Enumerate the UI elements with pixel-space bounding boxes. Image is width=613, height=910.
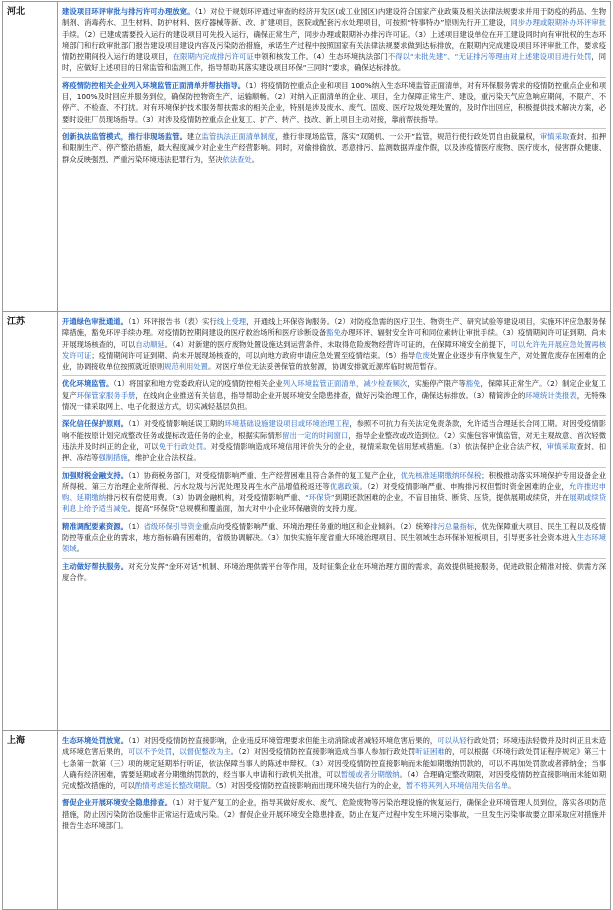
highlight-text: 审慎采取 bbox=[546, 441, 577, 451]
highlight-text: 免于行政处罚 bbox=[158, 441, 204, 451]
body-text: ，推行非现场监管，落实“双随机、一公开”监管，规范行使行政处罚自由裁量权， bbox=[275, 131, 540, 141]
highlight-text: 可以允许先开展应急处置再核发许可证 bbox=[62, 339, 607, 360]
policy-table bbox=[2, 1, 611, 910]
measures-cell bbox=[58, 312, 611, 731]
highlight-text: 环保管家服务手册 bbox=[76, 390, 136, 400]
body-text: 。对医疗单位无法妥善保管的放射源，协调安排就近源库临时规范暂存。 bbox=[207, 362, 442, 372]
body-text: （1）对受疫情影响延误工期的 bbox=[128, 419, 225, 429]
body-text: 。（4）合理确定整改期限，对因受疫情防控直接影响而未能如期完成整改措施的，可以 bbox=[62, 769, 606, 791]
measure-paragraph bbox=[62, 468, 606, 519]
measure-paragraph bbox=[62, 129, 606, 168]
measure-paragraph bbox=[62, 559, 606, 587]
highlight-text: 自动顺延 bbox=[135, 339, 165, 349]
highlight-text: 允许推迟申购、延期缴纳 bbox=[62, 481, 607, 503]
highlight-text: 在限期内完成排污许可证 bbox=[172, 52, 254, 62]
body-text: 。 bbox=[508, 781, 516, 791]
highlight-text: 可以不予处罚 bbox=[128, 747, 173, 757]
highlight-text: 环境基础设施建设项目或环境治理工程 bbox=[224, 419, 350, 429]
body-text: 排污权有偿使用费。（3）协调金融机构，对受疫情影响严重、 bbox=[106, 493, 306, 503]
body-text: 。（2）对受疫情影响严重、申购排污权但暂时资金困难的企业， bbox=[359, 481, 569, 491]
highlight-text: 生态环境领域 bbox=[62, 533, 606, 554]
highlight-text: 省级环保引导资金 bbox=[143, 521, 203, 531]
body-text: ，在线向企业推送有关信息，指导帮助企业开展环境安全隐患排查，做好污染治理工作，确保达标排放。（3）精简涉企的 bbox=[135, 390, 526, 400]
body-text: ，维护企业合法权益。 bbox=[127, 453, 201, 463]
measures-cell bbox=[58, 731, 611, 910]
body-text: 。对受疫情影响造成环境信用评价失分的企业，视情采取免信用惩戒措施。（3）依法保护企业合法产权， bbox=[203, 441, 547, 451]
measure-paragraph bbox=[62, 4, 606, 78]
measure-heading: 优化环境监管。 bbox=[62, 379, 114, 389]
region-cell: 河北 bbox=[3, 2, 58, 312]
body-text: 查封、扣押、冻结等 bbox=[62, 441, 607, 463]
highlight-text: “环保贷” bbox=[305, 493, 335, 503]
body-text: （1）对因受疫情防控直接影响，企业违反环境管理要求但能主动消除或者减轻环境危害后果的， bbox=[128, 736, 438, 745]
body-text: 处置企业逐步有序恢复生产，对处置危废存在困难的企业，协调接收单位按照就近原则 bbox=[62, 350, 607, 372]
body-text: 。提高“环保贷”总规模和覆盖面，加大对中小企业环保融资的支持力度。 bbox=[127, 504, 362, 514]
measure-paragraph bbox=[62, 376, 606, 416]
body-text: 对充分发挥“金环对话”机制、环境治理供需平台等作用，及时征集企业在环境治理方面的需求，高效提供链接服务，促进政银企精准对接、供需方深度合作。 bbox=[62, 561, 607, 582]
body-text: 。（5）对因受疫情防控直接影响而出现环境失信行为的企业， bbox=[207, 781, 406, 791]
measure-heading: 主动做好帮扶服务。 bbox=[62, 561, 129, 571]
body-text: （1）对于复产复工的企业，指导其做好废水、废气、危险废物等污染治理设施的恢复运行，确保企业环境管理人员到位，落实各项防范措施，防止因污染防治设施非正常运行造成污染。（2）督促企业开展环境安全隐患排查，防止在复产过程中发生环境污染事故，一旦发生污染事故要立即采取应对措施并报告生态环境部门。 bbox=[62, 798, 606, 831]
body-text: ，无特殊情况一律采取网上、电子化报送方式，切实减轻基层负担。 bbox=[62, 390, 607, 412]
highlight-text: 规范利用处置 bbox=[164, 362, 208, 372]
highlight-text: 听证困难 bbox=[415, 747, 445, 757]
body-text: 重点向受疫情影响严重、环境治理任务重的地区和企业倾斜。（2）统筹 bbox=[202, 521, 431, 531]
region-cell: 上海 bbox=[3, 731, 58, 910]
body-text: ，开通线上环保咨询服务。（2）对防疫急需的医疗卫生、物资生产、研究试验等建设项目，实施环评应急服务保障措施，豁免环评手续办理。对疫情防控期间建设的医疗救治场所和医疗诊断设备 bbox=[62, 317, 606, 338]
body-text: ，优先保障重大项目、民生工程以及疫情防控等重点企业的需求，地方指标确有困难的，省级协调解决。（3）加快实施年度省重大环境治理项目、民生领域生态环保补短板项目，引导更多社会资本进入 bbox=[62, 521, 607, 543]
body-text: （1）将国家和地方党委政府认定的疫情防控相关企业 bbox=[113, 379, 283, 389]
body-text: ；疫情期间许可证到期、尚未开展现场核查的，可以向地方政府申请应急处置至疫情结束。（5）指导 bbox=[91, 350, 416, 360]
measure-heading: 开通绿色审批通道。 bbox=[62, 317, 128, 326]
highlight-text: 环境统计类报表 bbox=[525, 390, 577, 400]
highlight-text: 酌情考虑延长整改期限 bbox=[134, 781, 208, 791]
measure-paragraph bbox=[62, 416, 606, 467]
measure-paragraph bbox=[62, 519, 606, 559]
highlight-text: 依法查处 bbox=[222, 154, 252, 164]
body-text: （1）对位于规划环评通过审查的经济开发区(或工业园区)内建设符合国家产业政策及相关法律法规要求并用于防疫的药品、生物制剂、消毒药水、卫生材料、防护材料、医疗器械等新、改、扩建项目，医院或配套污水处理项目，可按照“特事特办”原则先行开工建设， bbox=[62, 7, 607, 28]
body-text: ，参照不可抗力有关法定免责条款，允许适当合理延长合同工期。对因受疫情影响不能按原计划完成整改任务或提标改造任务的企业，根据实际情形 bbox=[62, 419, 607, 440]
measure-heading: 督促企业开展环境安全隐患排查。 bbox=[62, 798, 173, 808]
body-text: 。 bbox=[251, 154, 260, 164]
highlight-text: 危废 bbox=[415, 350, 430, 360]
body-text: （1）环评报告书（表）实行 bbox=[127, 317, 217, 326]
body-text: 。 bbox=[76, 544, 84, 554]
highlight-text: 优惠政策 bbox=[329, 481, 360, 491]
body-text: ，实施停产限产等 bbox=[407, 379, 466, 389]
measure-heading: 深化信任保护原则。 bbox=[62, 419, 129, 429]
measure-heading: 精准调配要素资源。 bbox=[62, 521, 128, 531]
body-text: ，保障其正常生产。（2）制定企业复工复产 bbox=[62, 379, 607, 400]
measure-heading: 生态环境处罚放宽。 bbox=[62, 736, 129, 745]
highlight-text: 暂不将其列入环境信用失信名单 bbox=[405, 781, 509, 791]
highlight-text: 暂缓或者分期缴纳 bbox=[340, 769, 400, 779]
measure-paragraph bbox=[62, 78, 606, 129]
measure-heading: 加强财税金融支持。 bbox=[62, 470, 129, 480]
highlight-text: 豁免 bbox=[326, 328, 341, 338]
table-row bbox=[3, 312, 611, 731]
body-text: 行政处罚；环境违法轻微并及时纠正且未造成环境危害后果的， bbox=[62, 736, 607, 757]
highlight-text: 优先核准延期缴纳环保税 bbox=[400, 470, 482, 480]
highlight-text: 线上受理 bbox=[216, 317, 247, 326]
body-text: 建立 bbox=[186, 131, 202, 141]
highlight-text: 以督促整改为主 bbox=[179, 747, 231, 757]
body-text: 。（2）对因受疫情防控直接影响造成当事人参加行政处罚 bbox=[230, 747, 416, 757]
body-text: （1） bbox=[127, 521, 144, 531]
measures-cell bbox=[58, 2, 611, 312]
highlight-text: 可以从轻 bbox=[437, 736, 467, 745]
body-text: ，指导企业整改或改造到位。（2）实施包容审慎监管，对无主观故意、首次轻微违法并及时纠正的企业，可以 bbox=[62, 430, 607, 451]
table-row bbox=[3, 731, 611, 910]
highlight-text: 监管执法正面清单制度 bbox=[201, 131, 276, 141]
body-text: 的，可以根据《环境行政处罚证程序规定》第三十七条第一款第（三）项的规定延期举行听证，依法保障当事人的陈述申辩权。（3）对因受疫情防控直接影响而未能如期缴纳罚款的，可以不再加处罚款或者滞纳金；当事人确有经济困难，需要延期或者分期缴纳罚款的，经当事人申请和行政机关批准，可以 bbox=[62, 747, 607, 779]
highlight-text: 排污总量指标 bbox=[430, 521, 475, 531]
highlight-text: 展期或续贷利息上给予适当减免 bbox=[62, 493, 607, 514]
body-text: ，同时，应做好上述项目的日常监管和监测工作，指导帮助其落实建设项目环保“三同时”要求，确保达标排放。 bbox=[62, 52, 607, 73]
measure-heading: 将疫情防控相关企业列入环境监管正面清单并帮扶指导。 bbox=[62, 80, 246, 90]
measure-paragraph bbox=[62, 314, 606, 376]
body-text: 手续。（2）已建成需要投入运行的建设项目可先投入运行，确保正常生产，同步办理或限期补办排污许可证。（3）上述项目建设单位在开工建设同时向有审批权的生态环境部门和行政审批部门报告建设项目建设内容及污染防治措施，承诺生产过程中按照国家有关法律法规要求做到达标排放，在限期内完成建设项目环评审批工作，要求疫情防控期间投入运行的建设项目， bbox=[62, 29, 606, 62]
highlight-text: 不得以“未批先建”、“无证排污等理由对上述建设项目进行处罚 bbox=[387, 52, 592, 62]
highlight-text: 留出一定的时间窗口 bbox=[282, 430, 349, 440]
body-text: 到期还款困难的企业，不盲目抽贷、断贷、压贷，提供展期或续贷，并在 bbox=[334, 493, 570, 503]
body-text: 办理环评、辐射安全许可和同位素转让审批手续。（3）疫情期间许可证到期、尚未开展现场核查的，可以 bbox=[62, 328, 607, 349]
body-text: （1）将疫情防控重点企业和项目 100%纳入生态环境监管正面清单，对有环保服务需求的疫情防控重点企业和项目，100%及时回应并服务到位，确保防控物资生产、运输顺畅。（2）对纳入正面清单的企业、项目，全力保障正常生产、建设，重污染天气应急响应期间，不限产、不停产、不检查、不打扰。对有环境保护技术服务帮扶需求的相关企业，特别是涉及废水、废气、固废、医疗垃圾处理处置的，及时作出回应，积极提供技术解决方案，必要时设驻厂员现场指导。（3）对涉及疫情防控重点企业复工、扩产、转产、技改、新上项目主动对接，靠前帮扶指导。 bbox=[62, 80, 607, 124]
highlight-text: 同步办理或限期补办环评审批 bbox=[510, 18, 607, 28]
highlight-text: 强制措施 bbox=[98, 453, 128, 463]
highlight-text: 豁免 bbox=[465, 379, 481, 389]
measure-heading: 建设项目环评审批与排污许可办理放宽。 bbox=[62, 7, 195, 16]
measure-paragraph bbox=[62, 795, 606, 834]
highlight-text: 列入环境监管正面清单，减少检查频次 bbox=[282, 379, 408, 389]
body-text: 申领和核发工作。（4）生态环境执法部门 bbox=[253, 52, 388, 62]
measure-heading: 创新执法监管模式，推行非现场监管。 bbox=[62, 131, 187, 141]
body-text: ；积极推动落实环境保护专用设备企业所得税、第三方治理企业所得税、污水垃圾与污泥处理及再生水产品增值税返还等 bbox=[62, 470, 606, 491]
body-text: 查封、扣押和限制生产、停产整治措施，最大程度减少对企业生产经营影响。同时，对偷排偷放、恶意排污、监测数据弄虚作假，以及涉疫情医疗废物、医疗废水，侵害群众健康、群众反映强烈、严重污染环境违法犯罪行为，坚决 bbox=[62, 131, 607, 164]
table-row bbox=[3, 2, 611, 312]
body-text: （1）协商税务部门，对受疫情影响严重、生产经营困难且符合条件的复工复产企业， bbox=[128, 470, 401, 480]
highlight-text: 审慎采取 bbox=[539, 131, 570, 141]
body-text: ， bbox=[172, 747, 180, 757]
measure-paragraph bbox=[62, 733, 606, 795]
region-cell: 江苏 bbox=[3, 312, 58, 731]
body-text: 。（4）对新建的医疗废物处置设施达到运营条件、未取得危险废物经营许可证的，在保障环境安全前提下， bbox=[164, 339, 511, 349]
